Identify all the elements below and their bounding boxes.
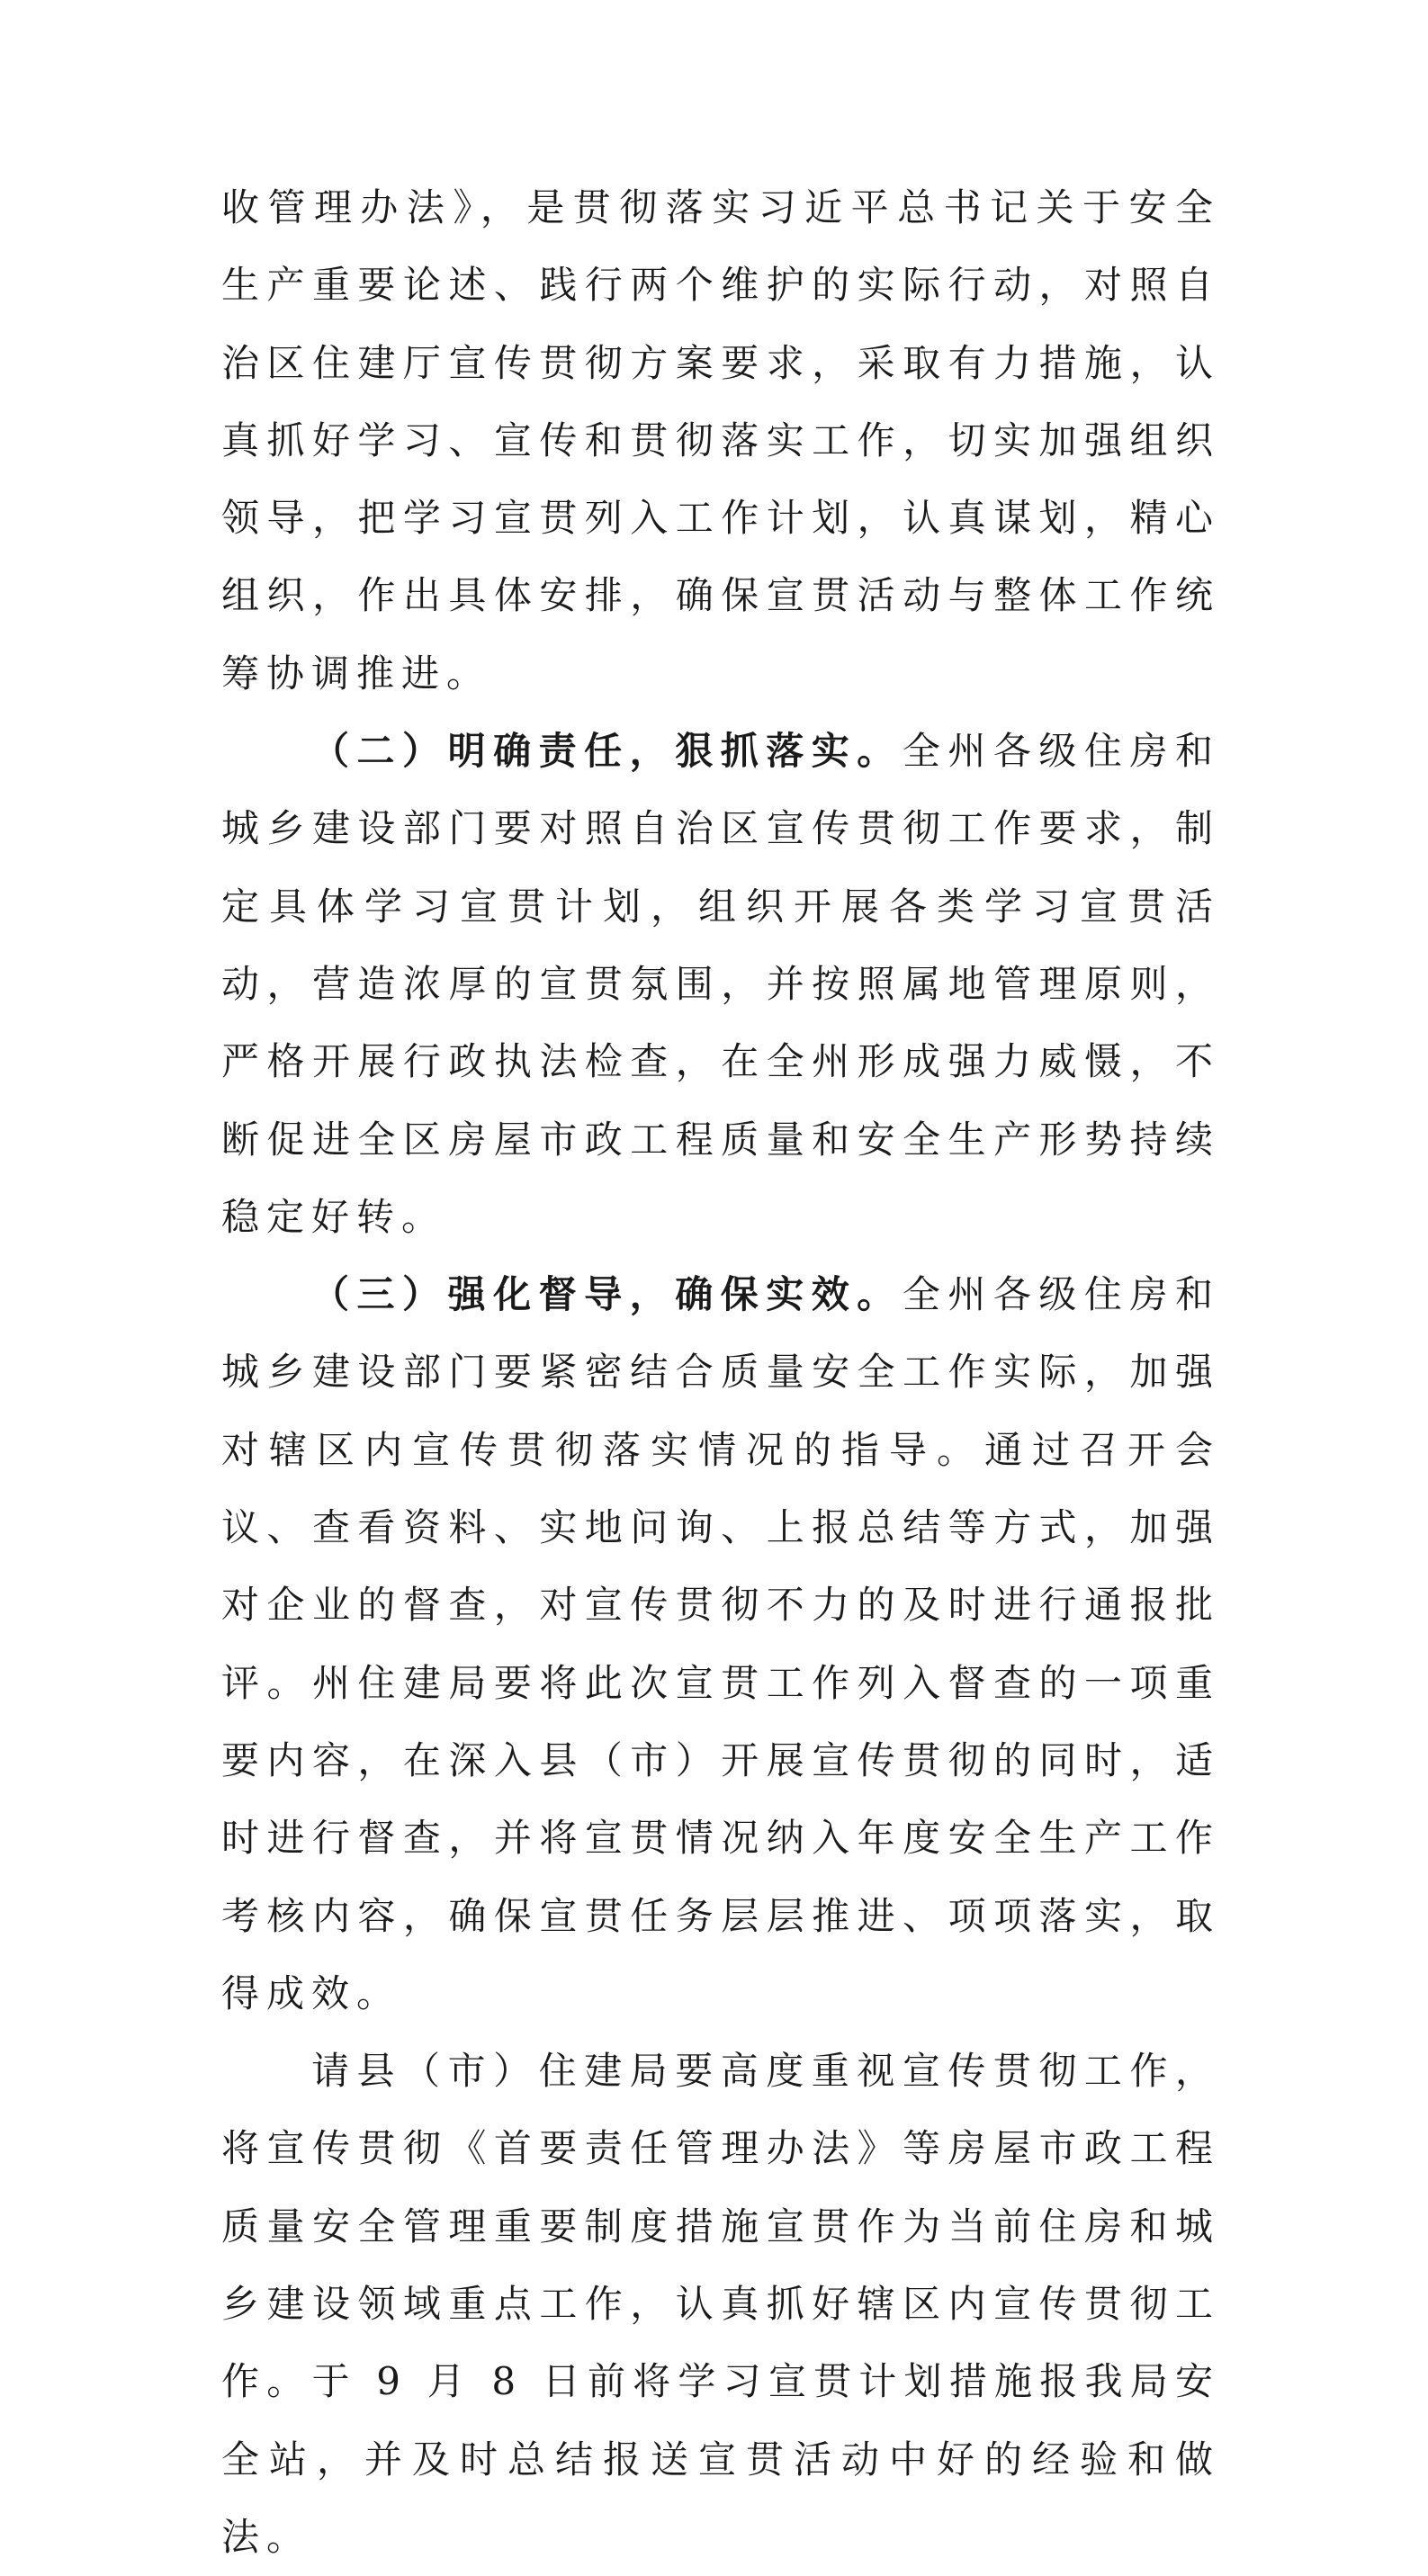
- paragraph-1: [221, 169, 1220, 713]
- paragraph-2: [221, 713, 1220, 1256]
- paragraph-2-text: 全州各级住房和城乡建设部门要对照自治区宣传贯彻工作要求，制定具体学习宣贯计划，组织开展各类学习宣贯活动，营造浓厚的宣贯氛围，并按照属地管理原则，严格开展行政执法检查，在全州形成强力威慑，不断促进全区房屋市政工程质量和安全生产形势持续稳定好转。: [221, 729, 1220, 1239]
- document-page: [221, 169, 1220, 2576]
- paragraph-4-text: 请县（市）住建局要高度重视宣传贯彻工作，将宣传贯彻《首要责任管理办法》等房屋市政工程质量安全管理重要制度措施宣贯作为当前住房和城乡建设领域重点工作，认真抓好辖区内宣传贯彻工作。于 9 月 8 日前将学习宣贯计划措施报我局安全站，并及时总结报送宣贯活动中好的经验和做法。: [221, 2049, 1220, 2559]
- paragraph-3-text: 全州各级住房和城乡建设部门要紧密结合质量安全工作实际，加强对辖区内宣传贯彻落实情况的指导。通过召开会议、查看资料、实地问询、上报总结等方式，加强对企业的督查，对宣传贯彻不力的及时进行通报批评。州住建局要将此次宣贯工作列入督查的一项重要内容，在深入县（市）开展宣传贯彻的同时，适时进行督查，并将宣贯情况纳入年度安全生产工作考核内容，确保宣贯任务层层推进、项项落实，取得成效。: [221, 1272, 1220, 2015]
- paragraph-1-text: 收管理办法》，是贯彻落实习近平总书记关于安全生产重要论述、践行两个维护的实际行动，对照自治区住建厅宣传贯彻方案要求，采取有力措施，认真抓好学习、宣传和贯彻落实工作，切实加强组织领导，把学习宣贯列入工作计划，认真谋划，精心组织，作出具体安排，确保宣贯活动与整体工作统筹协调推进。: [221, 185, 1220, 696]
- paragraph-4: [221, 2033, 1220, 2576]
- paragraph-2-heading: （二）明确责任，狠抓落实。: [311, 729, 903, 774]
- paragraph-3: [221, 1256, 1220, 2033]
- paragraph-3-heading: （三）强化督导，确保实效。: [311, 1272, 903, 1317]
